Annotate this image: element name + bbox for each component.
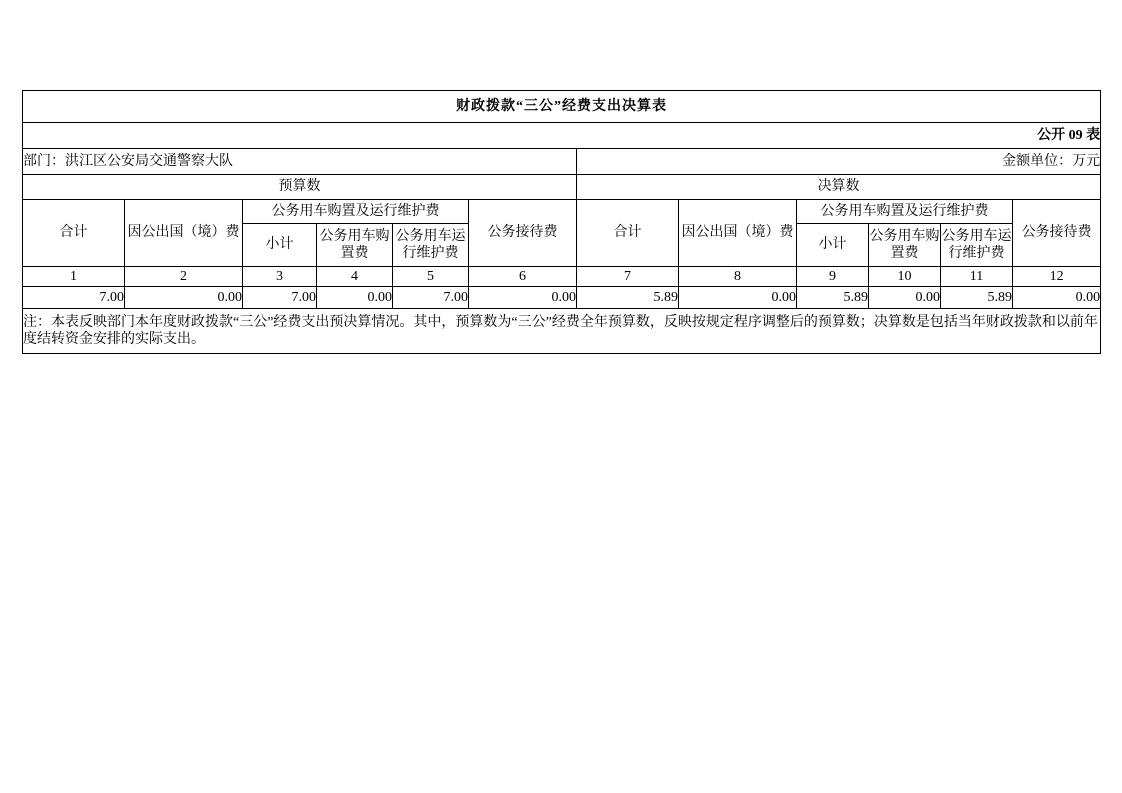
column-number: 8 [679,267,797,287]
header-row-1 [23,200,1101,224]
column-number: 12 [1013,267,1101,287]
header-budget-total: 合计 [23,200,125,267]
value-cell: 5.89 [797,287,869,309]
department-label: 部门：洪江区公安局交通警察大队 [23,149,577,175]
header-final-vehicle-operation: 公务用车运行维护费 [941,224,1013,267]
group-header-budget: 预算数 [23,175,577,200]
group-header-final: 决算数 [577,175,1101,200]
title-row [23,91,1101,123]
column-number: 6 [469,267,577,287]
header-budget-vehicle-purchase: 公务用车购置费 [317,224,393,267]
value-cell: 5.89 [941,287,1013,309]
column-number: 9 [797,267,869,287]
value-cell: 7.00 [23,287,125,309]
header-final-abroad: 因公出国（境）费 [679,200,797,267]
meta-row [23,149,1101,175]
value-cell: 7.00 [393,287,469,309]
header-budget-vehicle-group: 公务用车购置及运行维护费 [243,200,469,224]
publish-label: 公开 09 表 [23,123,1101,149]
column-number: 5 [393,267,469,287]
value-cell: 0.00 [317,287,393,309]
header-final-vehicle-group: 公务用车购置及运行维护费 [797,200,1013,224]
note-row [23,309,1101,354]
three-public-funds-table [22,90,1101,354]
value-cell: 0.00 [679,287,797,309]
report-page [22,90,1100,354]
header-final-total: 合计 [577,200,679,267]
header-budget-reception: 公务接待费 [469,200,577,267]
header-budget-vehicle-operation: 公务用车运行维护费 [393,224,469,267]
table-row [23,287,1101,309]
table-note: 注：本表反映部门本年度财政拨款“三公”经费支出预决算情况。其中，预算数为“三公”经费全年预算数，反映按规定程序调整后的预算数；决算数是包括当年财政拨款和以前年度结转资金安排的实际支出。 [23,309,1101,354]
column-number: 10 [869,267,941,287]
column-number: 3 [243,267,317,287]
column-number: 2 [125,267,243,287]
page-title: 财政拨款“三公”经费支出决算表 [23,91,1101,123]
value-cell: 0.00 [869,287,941,309]
value-cell: 0.00 [125,287,243,309]
group-header-row [23,175,1101,200]
column-number: 7 [577,267,679,287]
header-final-vehicle-subtotal: 小计 [797,224,869,267]
column-number: 1 [23,267,125,287]
column-number-row [23,267,1101,287]
header-final-reception: 公务接待费 [1013,200,1101,267]
value-cell: 0.00 [1013,287,1101,309]
value-cell: 7.00 [243,287,317,309]
value-cell: 5.89 [577,287,679,309]
value-cell: 0.00 [469,287,577,309]
column-number: 11 [941,267,1013,287]
header-final-vehicle-purchase: 公务用车购置费 [869,224,941,267]
column-number: 4 [317,267,393,287]
header-budget-vehicle-subtotal: 小计 [243,224,317,267]
publish-row [23,123,1101,149]
amount-unit-label: 金额单位：万元 [577,149,1101,175]
header-budget-abroad: 因公出国（境）费 [125,200,243,267]
